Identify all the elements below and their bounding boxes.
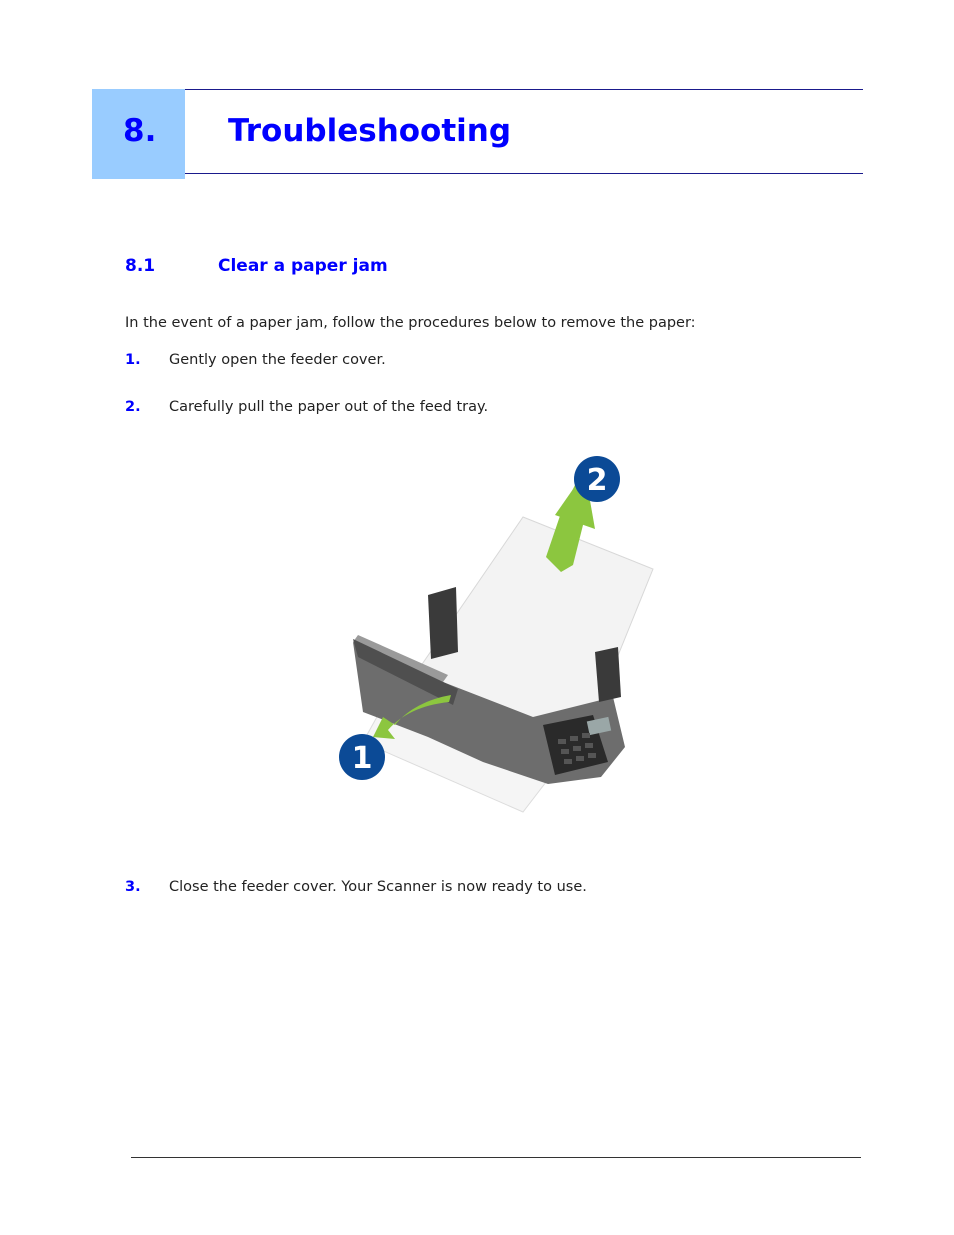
step-badge-2 <box>574 456 620 502</box>
footer-rule <box>131 1157 861 1158</box>
step-number: 2. <box>125 399 141 415</box>
step-text: Carefully pull the paper out of the feed tray. <box>169 399 489 415</box>
svg-text:2: 2 <box>586 463 608 498</box>
step-number: 1. <box>125 352 141 368</box>
chapter-number: 8. <box>123 113 157 149</box>
chapter-rule-top <box>185 89 863 90</box>
svg-text:1: 1 <box>351 741 373 776</box>
step-badge-1 <box>339 734 385 780</box>
step-text: Close the feeder cover. Your Scanner is now ready to use. <box>169 879 587 895</box>
intro-paragraph: In the event of a paper jam, follow the procedures below to remove the paper: <box>125 315 696 331</box>
section-title: Clear a paper jam <box>218 256 388 276</box>
chapter-rule-bottom <box>185 173 863 174</box>
step-number: 3. <box>125 879 141 895</box>
step-text: Gently open the feeder cover. <box>169 352 386 368</box>
scanner-illustration <box>333 447 663 827</box>
chapter-title: Troubleshooting <box>228 113 512 149</box>
section-number: 8.1 <box>125 256 156 276</box>
